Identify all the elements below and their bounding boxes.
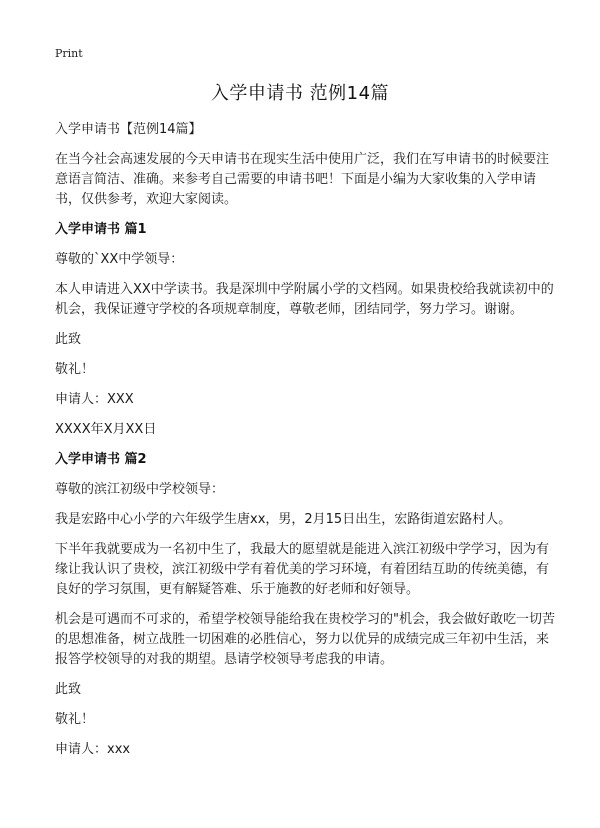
body-paragraph: 我是宏路中心小学的六年级学生唐xx，男，2月15日出生，宏路街道宏路村人。 — [55, 512, 512, 527]
salutation: 尊敬的滨江初级中学校领导： — [55, 482, 225, 497]
body-paragraph: 下半年我就要成为一名初中生了，我最大的愿望就是能进入滨江初级中学学习，因为有缘让我认识了贵校，滨江初级中学有着优美的学习环境，有着团结互助的传统美德，有良好的学习氛围，更有解疑答难、乐于施教的好老师和好领导。 — [55, 542, 550, 597]
section-1 — [55, 220, 560, 440]
document-subtitle: 入学申请书【范例14篇】 — [55, 122, 202, 137]
applicant-line: 申请人：xxx — [55, 742, 131, 757]
section-2 — [55, 450, 560, 760]
document-body — [55, 120, 560, 770]
date-line: XXXX年X月XX日 — [55, 422, 157, 437]
body-paragraph: 机会是可遇而不可求的，希望学校领导能给我在贵校学习的"机会，我会做好敢吃一切苦的思想准备，树立战胜一切困难的必胜信心，努力以优异的成绩完成三年初中生活，来报答学校领导的对我的期望。恳请学校领导考虑我的申请。 — [55, 612, 555, 667]
salutation: 尊敬的`XX中学领导： — [55, 252, 184, 267]
applicant-line: 申请人：XXX — [55, 392, 134, 407]
closing-salute: 敬礼！ — [55, 712, 95, 727]
print-label: Print — [55, 47, 83, 60]
document-title: 入学申请书 范例14篇 — [210, 83, 390, 104]
closing-line: 此致 — [55, 682, 82, 697]
body-paragraph: 本人申请进入XX中学读书。我是深圳中学附属小学的文档网。如果贵校给我就读初中的机会，我保证遵守学校的各项规章制度，尊敬老师，团结同学，努力学习。谢谢。 — [55, 282, 554, 317]
intro-paragraph: 在当今社会高速发展的今天申请书在现实生活中使用广泛，我们在写申请书的时候要注意语言简洁、准确。来参考自己需要的申请书吧！下面是小编为大家收集的入学申请书，仅供参考，欢迎大家阅读。 — [55, 152, 550, 207]
section-heading: 入学申请书 篇2 — [55, 452, 147, 467]
section-heading: 入学申请书 篇1 — [55, 222, 147, 237]
closing-line: 此致 — [55, 332, 82, 347]
closing-salute: 敬礼！ — [55, 362, 95, 377]
